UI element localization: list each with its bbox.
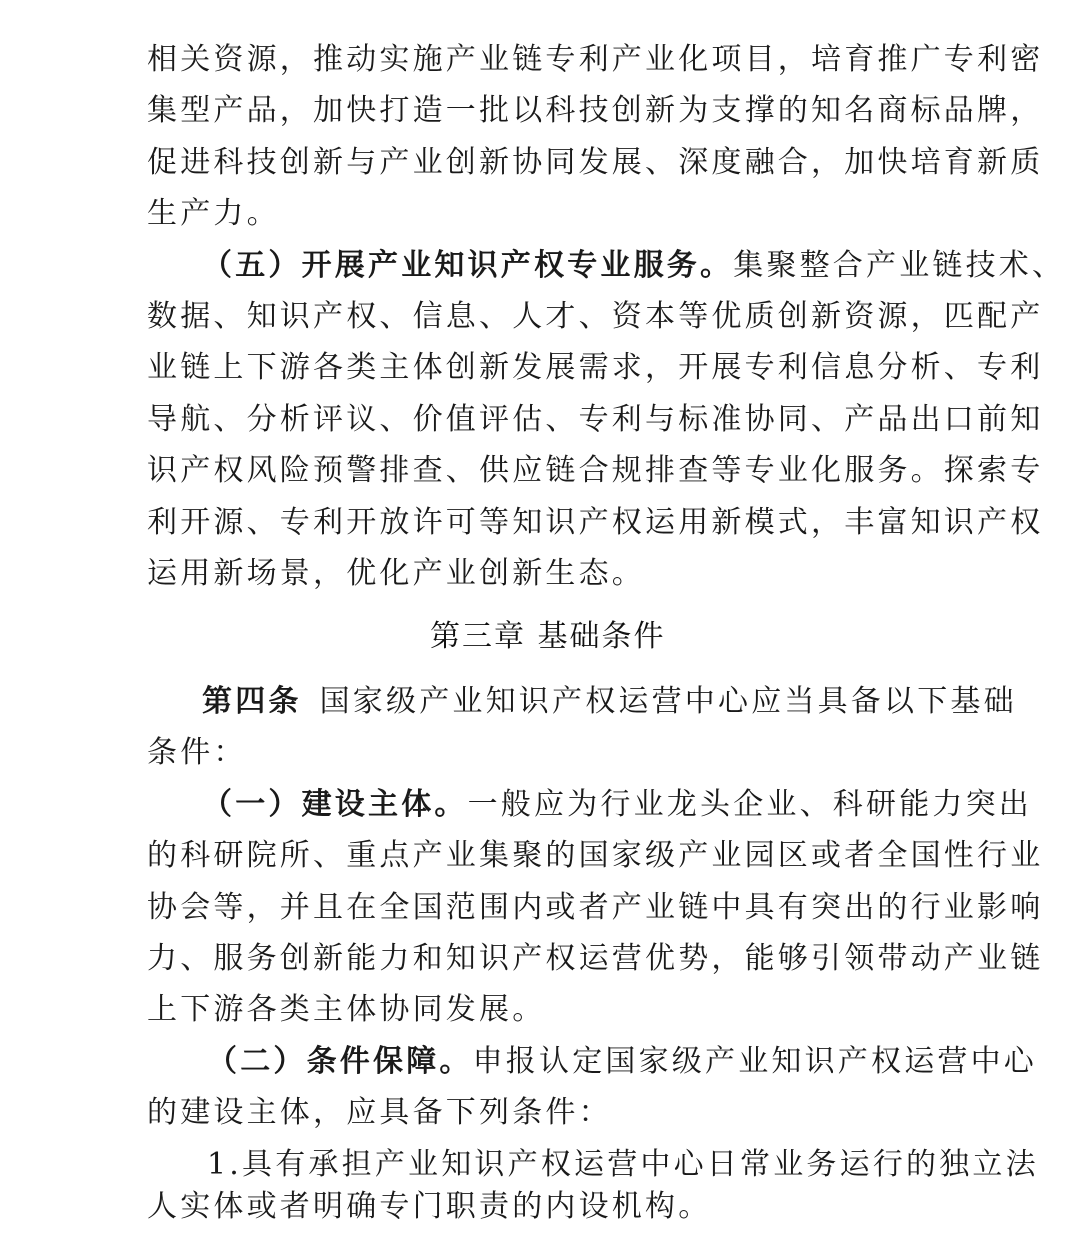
item-two-heading: （二）条件保障。 <box>207 1044 473 1079</box>
paragraph-line: 运用新场景，优化产业创新生态。 <box>147 556 645 591</box>
paragraph-line: 数据、知识产权、信息、人才、资本等优质创新资源，匹配产 <box>147 299 1044 334</box>
article-four-first-line-text: 国家级产业知识产权运营中心应当具备以下基础 <box>319 684 1017 719</box>
paragraph-line: 的建设主体，应具备下列条件： <box>147 1095 612 1130</box>
article-four-first-line <box>202 682 1017 722</box>
paragraph-line: 促进科技创新与产业创新协同发展、深度融合，加快培育新质 <box>147 145 1044 180</box>
item-five-first-line-text: 集聚整合产业链技术、 <box>733 248 1066 283</box>
paragraph-line: 条件： <box>147 735 247 770</box>
item-two-point-1-first-line: 1.具有承担产业知识产权运营中心日常业务运行的独立法 <box>207 1147 1039 1182</box>
item-one-heading: （一）建设主体。 <box>202 787 468 822</box>
chapter-title: 第三章 基础条件 <box>430 619 666 654</box>
item-two-first-line-text: 申报认定国家级产业知识产权运营中心 <box>472 1044 1038 1079</box>
item-five-first-line <box>202 246 1065 286</box>
paragraph-line: 人实体或者明确专门职责的内设机构。 <box>147 1189 712 1224</box>
paragraph-line: 集型产品，加快打造一批以科技创新为支撑的知名商标品牌， <box>147 93 1044 128</box>
paragraph-line: 相关资源，推动实施产业链专利产业化项目，培育推广专利密 <box>147 42 1044 77</box>
paragraph-line: 协会等，并且在全国范围内或者产业链中具有突出的行业影响 <box>147 890 1044 925</box>
paragraph-line: 上下游各类主体协同发展。 <box>147 992 546 1027</box>
item-five-heading: （五）开展产业知识产权专业服务。 <box>202 248 734 283</box>
paragraph-line: 业链上下游各类主体创新发展需求，开展专利信息分析、专利 <box>147 350 1044 385</box>
item-two-first-line <box>207 1042 1037 1082</box>
item-one-first-line <box>202 785 1032 825</box>
paragraph-line: 的科研院所、重点产业集聚的国家级产业园区或者全国性行业 <box>147 838 1044 873</box>
paragraph-line: 导航、分析评议、价值评估、专利与标准协同、产品出口前知 <box>147 402 1044 437</box>
paragraph-line: 利开源、专利开放许可等知识产权运用新模式，丰富知识产权 <box>147 505 1044 540</box>
paragraph-line: 识产权风险预警排查、供应链合规排查等专业化服务。探索专 <box>147 453 1044 488</box>
article-four-label: 第四条 <box>202 684 302 719</box>
paragraph-line: 生产力。 <box>147 196 280 231</box>
paragraph-line: 力、服务创新能力和知识产权运营优势，能够引领带动产业链 <box>147 941 1044 976</box>
item-one-first-line-text: 一般应为行业龙头企业、科研能力突出 <box>467 787 1033 822</box>
